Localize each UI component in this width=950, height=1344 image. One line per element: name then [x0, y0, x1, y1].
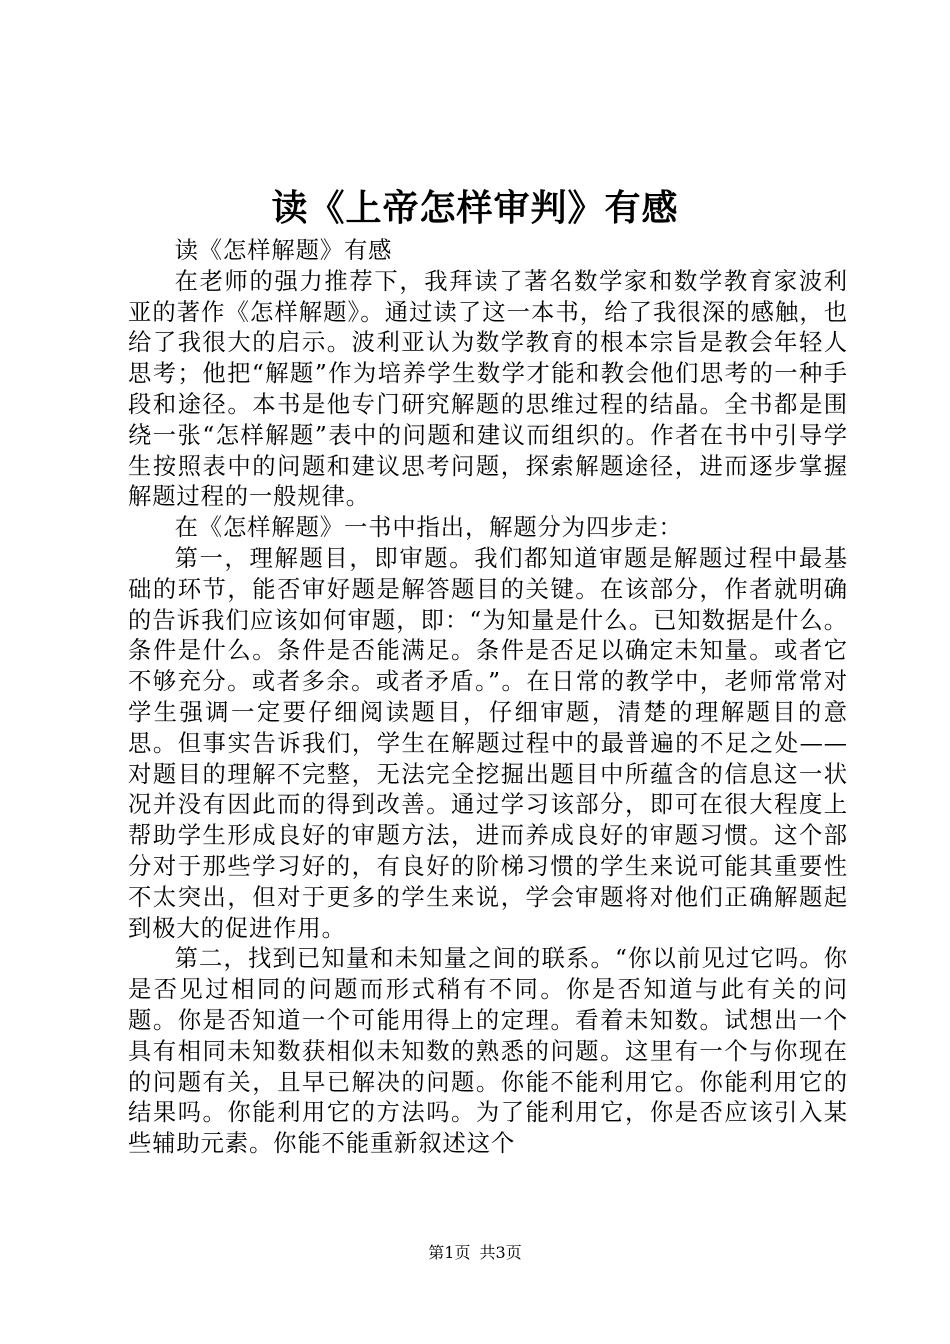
paragraph-step-one: 第一，理解题目，即审题。我们都知道审题是解题过程中最基础的环节，能否审好题是解答题目的关键。在该部分，作者就明确的告诉我们应该如何审题，即：“为知量是什么。已知数据是什么。条件是什么。条件是否能满足。条件是否足以确定未知量。或者它不够充分。或者多余。或者矛盾。”。在日常的教学中，老师常常对学生强调一定要仔细阅读题目，仔细审题，清楚的理解题目的意思。但事实告诉我们，学生在解题过程中的最普遍的不足之处——对题目的理解不完整，无法完全挖掘出题目中所蕴含的信息这一状况并没有因此而的得到改善。通过学习该部分，即可在很大程度上帮助学生形成良好的审题方法，进而养成良好的审题习惯。这个部分对于那些学习好的，有良好的阶梯习惯的学生来说可能其重要性不太突出，但对于更多的学生来说，学会审题将对他们正确解题起到极大的促进作用。 — [128, 544, 848, 942]
paragraph-intro: 在老师的强力推荐下，我拜读了著名数学家和数学教育家波利亚的著作《怎样解题》。通过读了这一本书，给了我很深的感触，也给了我很大的启示。波利亚认为数学教育的根本宗旨是教会年轻人思考；他把“解题”作为培养学生数学才能和教会他们思考的一种手段和途径。本书是他专门研究解题的思维过程的结晶。全书都是围绕一张“怎样解题”表中的问题和建议而组织的。作者在书中引导学生按照表中的问题和建议思考问题，探索解题途径，进而逐步掌握解题过程的一般规律。 — [128, 267, 848, 511]
page-total: 共3页 — [479, 1243, 522, 1262]
paragraph-subtitle: 读《怎样解题》有感 — [174, 237, 393, 264]
document-body — [128, 236, 848, 1160]
page-footer — [0, 1242, 950, 1264]
paragraph-step-two: 第二，找到已知量和未知量之间的联系。“你以前见过它吗。你是否见过相同的问题而形式稍有不同。你是否知道与此有关的问题。你是否知道一个可能用得上的定理。看着未知数。试想出一个具有相同未知数获相似未知数的熟悉的问题。这里有一个与你现在的问题有关，且早已解决的问题。你能不能利用它。你能利用它的结果吗。你能利用它的方法吗。为了能利用它，你是否应该引入某些辅助元素。你能不能重新叙述这个 — [128, 945, 848, 1158]
paragraph-four-steps: 在《怎样解题》一书中指出，解题分为四步走： — [174, 514, 683, 542]
document-title: 读《上帝怎样审判》有感 — [271, 187, 679, 229]
page-number: 第1页 — [428, 1243, 471, 1262]
